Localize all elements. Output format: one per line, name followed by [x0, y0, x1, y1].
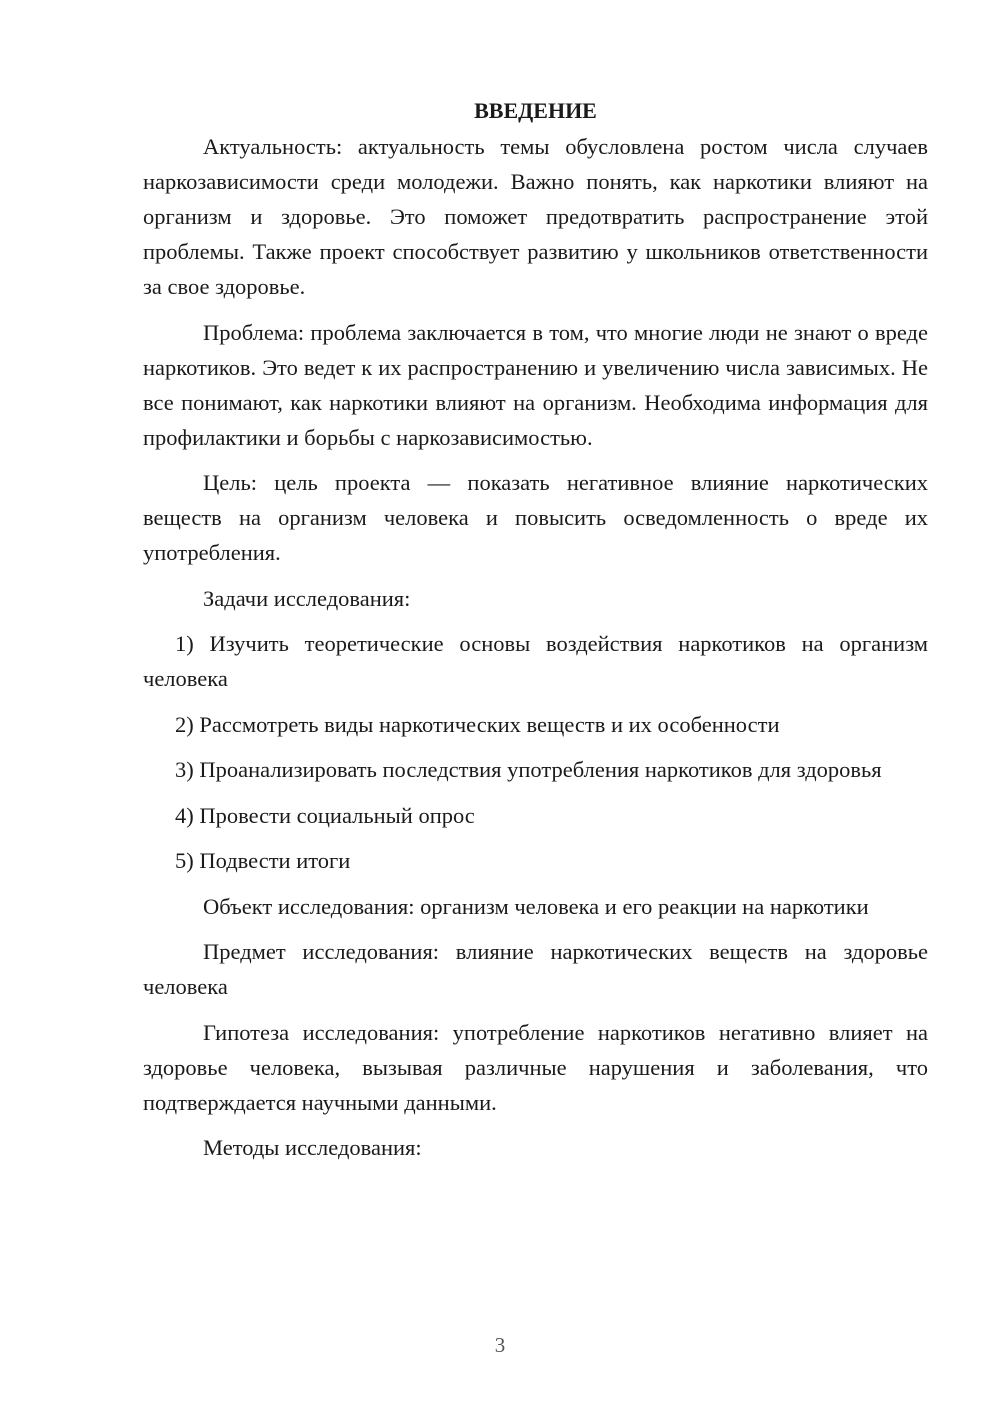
methods-title: Методы исследования: [203, 1135, 422, 1160]
page-title: ВВЕДЕНИЕ [474, 98, 597, 123]
task-item-4: 4) Провести социальный опрос [175, 802, 475, 828]
relevance-paragraph: Актуальность: актуальность темы обусловлена ростом числа случаев наркозависимости среди молодежи. Важно понять, как наркотики влияют на организм и здоровье. Это поможет предотвратить распространение этой проблемы. Также проект способствует развитию у школьников ответственности за свое здоровье. [143, 134, 928, 299]
page-number: 3 [494, 1333, 506, 1357]
problem-paragraph: Проблема: проблема заключается в том, что многие люди не знают о вреде наркотиков. Это ведет к их распространению и увеличению числа зависимых. Не все понимают, как наркотики влияют на организм. Необходима информация для профилактики и борьбы с наркозависимостью. [143, 319, 928, 450]
hypothesis-paragraph: Гипотеза исследования: употребление наркотиков негативно влияет на здоровье человека, вызывая различные нарушения и заболевания, что подтверждается научными данными. [143, 1019, 928, 1115]
task-item-3: 3) Проанализировать последствия употребления наркотиков для здоровья [175, 757, 882, 782]
research-subject-paragraph: Предмет исследования: влияние наркотических веществ на здоровье человека [143, 939, 928, 999]
document-page [143, 95, 928, 1176]
goal-paragraph: Цель: цель проекта — показать негативное влияние наркотических веществ на организм человека и повысить осведомленность о вреде их употребления. [143, 470, 928, 565]
tasks-title: Задачи исследования: [203, 585, 411, 611]
task-item-2: 2) Рассмотреть виды наркотических веществ и их особенности [175, 711, 780, 737]
research-object-paragraph: Объект исследования: организм человека и его реакции на наркотики [203, 893, 869, 919]
task-item-5: 5) Подвести итоги [175, 848, 351, 873]
task-item-1: 1) Изучить теоретические основы воздействия наркотиков на организм человека [143, 631, 928, 691]
